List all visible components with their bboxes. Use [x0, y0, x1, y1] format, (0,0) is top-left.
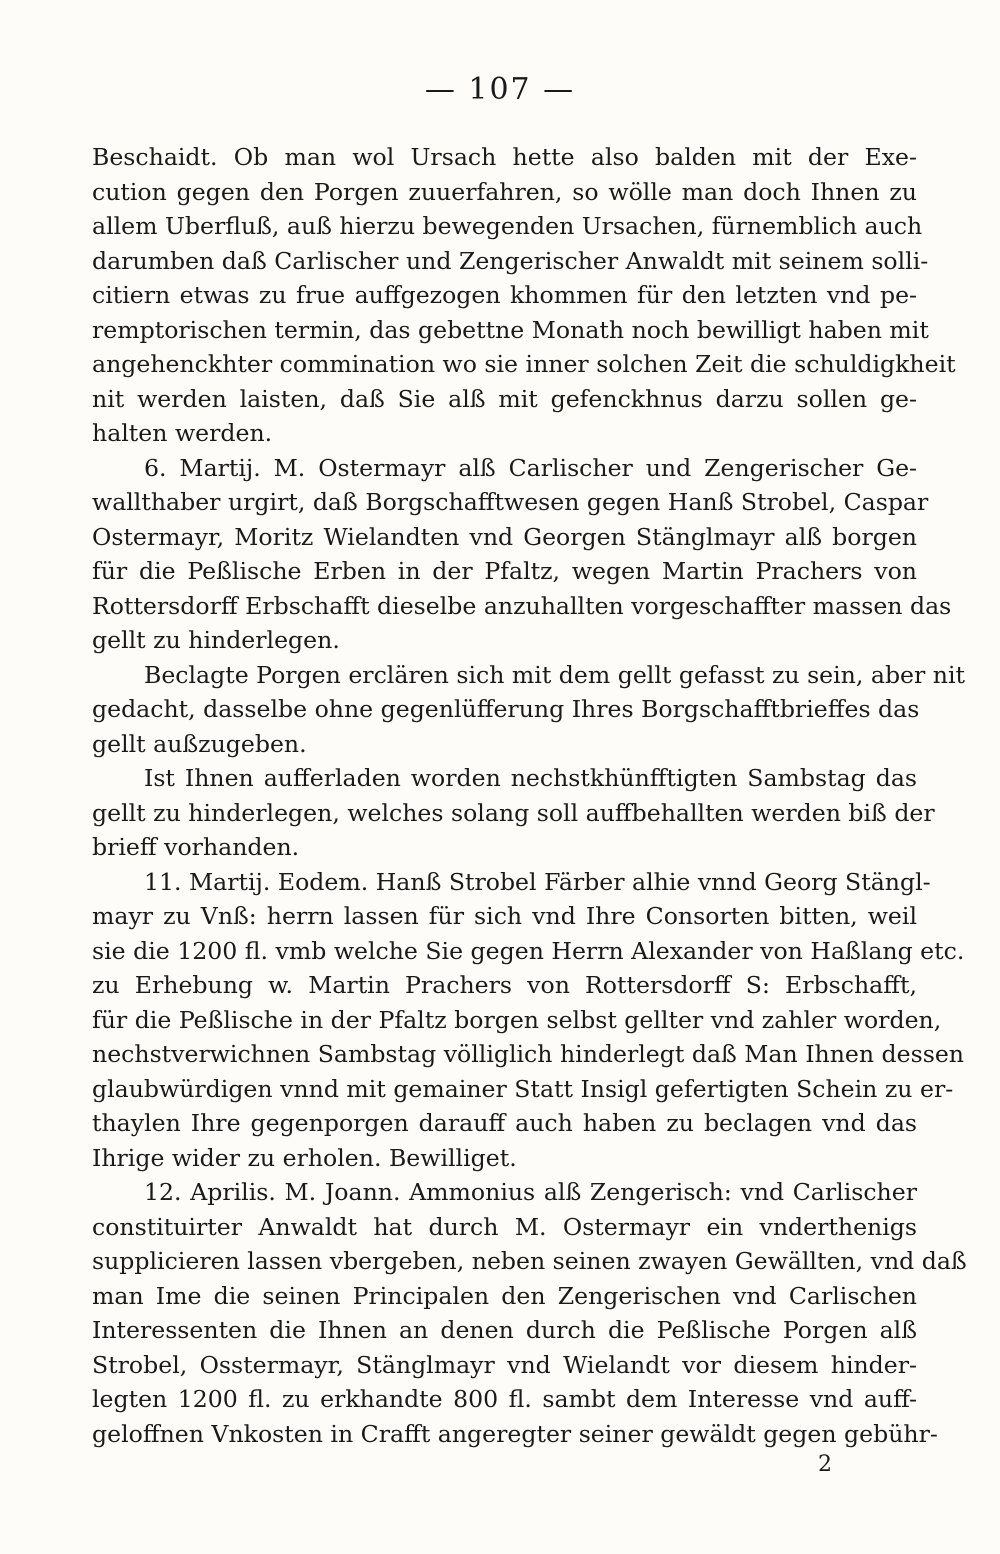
text-line: Beclagte Porgen erclären sich mit dem gellt gefasst zu sein, aber nit [144, 660, 966, 689]
text-line: legten 1200 fl. zu erkhandte 800 fl. sambt dem Interesse vnd auff- [92, 1385, 917, 1413]
text-line: zu Erhebung w. Martin Prachers von Rottersdorff S: Erbschafft, [92, 971, 917, 999]
text-line: angehenckhter commination wo sie inner solchen Zeit die schuldigkheit [92, 350, 956, 378]
text-line: citiern etwas zu frue auffgezogen khommen für den letzten vnd pe- [92, 281, 917, 309]
text-line: mayr zu Vnß: herrn lassen für sich vnd Ihre Consorten bitten, weil [92, 902, 917, 930]
text-line: Interessenten die Ihnen an denen durch die Peßlische Porgen alß [92, 1316, 917, 1344]
text-line: nechstverwichnen Sambstag völliglich hinderlegt daß Man Ihnen dessen [92, 1040, 965, 1068]
text-line: allem Uberfluß, auß hierzu bewegenden Ursachen, fürnemblich auch [92, 212, 923, 240]
text-line: Strobel, Osstermayr, Stänglmayr vnd Wielandt vor diesem hinder- [92, 1350, 917, 1379]
text-line: constituirter Anwaldt hat durch M. Ostermayr ein vnderthenigs [92, 1212, 917, 1241]
text-line: brieff vorhanden. [92, 833, 300, 861]
text-line: glaubwürdigen vnnd mit gemainer Statt Insigl gefertigten Schein zu er- [92, 1074, 954, 1103]
text-line: 12. Aprilis. M. Joann. Ammonius alß Zengerisch: vnd Carlischer [144, 1178, 917, 1206]
text-line: nit werden laisten, daß Sie alß mit gefenckhnus darzu sollen ge- [92, 384, 917, 413]
text-line: Ostermayr, Moritz Wielandten vnd Georgen Stänglmayr alß borgen [92, 522, 917, 551]
text-line: sie die 1200 fl. vmb welche Sie gegen Herrn Alexander von Haßlang etc. [92, 936, 965, 965]
text-line: man Ime die seinen Principalen den Zengerischen vnd Carlischen [92, 1281, 917, 1310]
text-line: gellt außzugeben. [92, 729, 307, 758]
text-line: geloffnen Vnkosten in Crafft angeregter seiner gewäldt gegen gebühr- [92, 1419, 938, 1448]
text-line: gellt zu hinderlegen. [92, 626, 340, 654]
signature-mark: 2 [818, 1452, 832, 1477]
text-line: remptorischen termin, das gebettne Monath noch bewilligt haben mit [92, 315, 929, 344]
text-line: 6. Martij. M. Ostermayr alß Carlischer und Zengerischer Ge- [144, 453, 917, 482]
text-line: Rottersdorff Erbschafft dieselbe anzuhallten vorgeschaffter massen das [92, 591, 952, 620]
text-line: supplicieren lassen vbergeben, neben seinen zwayen Gewällten, vnd daß [92, 1247, 967, 1275]
text-line: Ihrige wider zu erholen. Bewilliget. [92, 1143, 517, 1172]
text-line: thaylen Ihre gegenporgen darauff auch haben zu beclagen vnd das [92, 1109, 917, 1137]
text-line: halten werden. [92, 419, 273, 447]
text-line: Beschaidt. Ob man wol Ursach hette also balden mit der Exe- [92, 143, 917, 171]
page-number: — 107 — [424, 72, 576, 107]
body-text [92, 140, 967, 1451]
text-line: gedacht, dasselbe ohne gegenlüfferung Ihres Borgschafftbrieffes das [92, 695, 920, 723]
text-line: gellt zu hinderlegen, welches solang soll auffbehallten werden biß der [92, 798, 935, 827]
text-line: Ist Ihnen aufferladen worden nechstkhünfftigten Sambstag das [144, 764, 917, 792]
text-line: für die Peßlische Erben in der Pfaltz, wegen Martin Prachers von [92, 557, 917, 585]
text-line: wallthaber urgirt, daß Borgschafftwesen gegen Hanß Strobel, Caspar [92, 488, 929, 516]
text-line: 11. Martij. Eodem. Hanß Strobel Färber alhie vnnd Georg Stängl- [144, 867, 931, 896]
text-line: darumben daß Carlischer und Zengerischer Anwaldt mit seinem solli- [92, 246, 929, 275]
text-line: für die Peßlische in der Pfaltz borgen selbst gellter vnd zahler worden, [92, 1005, 942, 1034]
text-line: cution gegen den Porgen zuuerfahren, so wölle man doch Ihnen zu [92, 177, 917, 206]
